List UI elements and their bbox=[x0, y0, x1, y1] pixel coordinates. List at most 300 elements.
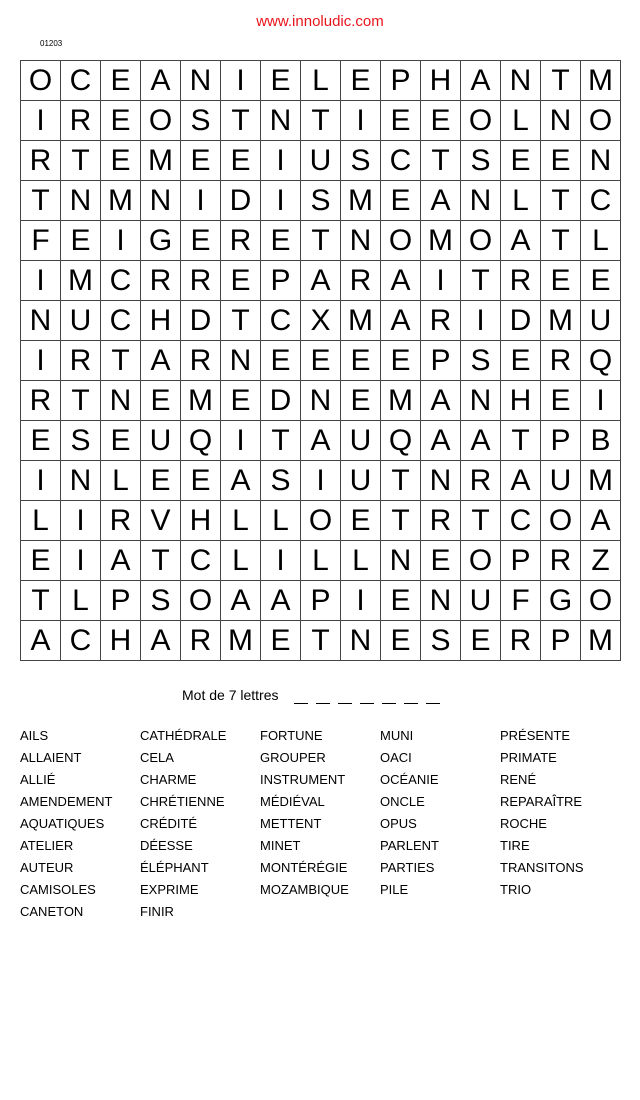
grid-cell[interactable]: L bbox=[341, 541, 381, 581]
letter-blank[interactable] bbox=[294, 703, 308, 704]
word-list-item: OCÉANIE bbox=[380, 772, 439, 787]
grid-cell[interactable]: U bbox=[341, 461, 381, 501]
grid-cell[interactable]: E bbox=[61, 221, 101, 261]
grid-cell[interactable]: R bbox=[181, 261, 221, 301]
grid-cell[interactable]: E bbox=[101, 141, 141, 181]
grid-cell[interactable]: E bbox=[341, 341, 381, 381]
grid-cell[interactable]: P bbox=[381, 61, 421, 101]
grid-cell[interactable]: R bbox=[541, 541, 581, 581]
letter-blank[interactable] bbox=[338, 703, 352, 704]
grid-cell[interactable]: O bbox=[21, 61, 61, 101]
grid-cell[interactable]: T bbox=[21, 581, 61, 621]
grid-cell[interactable]: N bbox=[221, 341, 261, 381]
grid-cell[interactable]: M bbox=[541, 301, 581, 341]
grid-cell[interactable]: Q bbox=[581, 341, 621, 381]
word-search-grid bbox=[20, 60, 621, 661]
grid-cell[interactable]: I bbox=[181, 181, 221, 221]
word-list-item: ÉLÉPHANT bbox=[140, 860, 209, 875]
word-list-item: PARLENT bbox=[380, 838, 439, 853]
grid-cell[interactable]: R bbox=[341, 261, 381, 301]
grid-row bbox=[21, 621, 621, 661]
word-list-item: MONTÉRÉGIE bbox=[260, 860, 348, 875]
grid-cell[interactable]: I bbox=[221, 421, 261, 461]
grid-cell[interactable]: O bbox=[181, 581, 221, 621]
grid-cell[interactable]: E bbox=[181, 141, 221, 181]
grid-cell[interactable]: N bbox=[461, 181, 501, 221]
grid-cell[interactable]: U bbox=[301, 141, 341, 181]
grid-cell[interactable]: M bbox=[101, 181, 141, 221]
grid-cell[interactable]: E bbox=[21, 421, 61, 461]
grid-cell[interactable]: I bbox=[261, 541, 301, 581]
letter-blank[interactable] bbox=[404, 703, 418, 704]
grid-cell[interactable]: C bbox=[61, 61, 101, 101]
grid-cell[interactable]: T bbox=[461, 501, 501, 541]
word-list bbox=[20, 727, 620, 927]
grid-cell[interactable]: R bbox=[181, 341, 221, 381]
grid-cell[interactable]: I bbox=[21, 461, 61, 501]
grid-cell[interactable]: E bbox=[341, 501, 381, 541]
grid-cell[interactable]: E bbox=[261, 341, 301, 381]
grid-cell[interactable]: I bbox=[101, 221, 141, 261]
grid-cell[interactable]: I bbox=[301, 461, 341, 501]
grid-cell[interactable]: N bbox=[461, 381, 501, 421]
grid-cell[interactable]: L bbox=[301, 541, 341, 581]
word-column bbox=[20, 727, 112, 925]
grid-cell[interactable]: L bbox=[101, 461, 141, 501]
grid-cell[interactable]: E bbox=[501, 141, 541, 181]
word-list-item: METTENT bbox=[260, 816, 322, 831]
grid-cell[interactable]: A bbox=[421, 421, 461, 461]
word-list-item: CATHÉDRALE bbox=[140, 728, 227, 743]
grid-row bbox=[21, 461, 621, 501]
grid-cell[interactable]: N bbox=[61, 181, 101, 221]
grid-cell[interactable]: T bbox=[301, 221, 341, 261]
grid-cell[interactable]: E bbox=[101, 421, 141, 461]
grid-cell[interactable]: T bbox=[301, 621, 341, 661]
word-column bbox=[260, 727, 349, 903]
grid-cell[interactable]: N bbox=[541, 101, 581, 141]
word-list-item: MUNI bbox=[380, 728, 414, 743]
grid-cell[interactable]: T bbox=[541, 181, 581, 221]
grid-cell[interactable]: S bbox=[421, 621, 461, 661]
grid-row bbox=[21, 101, 621, 141]
grid-cell[interactable]: E bbox=[501, 341, 541, 381]
word-list-item: EXPRIME bbox=[140, 882, 199, 897]
grid-cell[interactable]: I bbox=[21, 341, 61, 381]
grid-cell[interactable]: A bbox=[221, 461, 261, 501]
grid-cell[interactable]: R bbox=[101, 501, 141, 541]
grid-cell[interactable]: I bbox=[581, 381, 621, 421]
site-url-link[interactable]: www.innoludic.com bbox=[256, 13, 384, 30]
grid-cell[interactable]: L bbox=[501, 181, 541, 221]
grid-cell[interactable]: T bbox=[301, 101, 341, 141]
grid-cell[interactable]: E bbox=[101, 61, 141, 101]
grid-cell[interactable]: T bbox=[61, 381, 101, 421]
grid-cell[interactable]: A bbox=[21, 621, 61, 661]
grid-row bbox=[21, 221, 621, 261]
word-list-item: TRIO bbox=[500, 882, 532, 897]
grid-cell[interactable]: R bbox=[541, 341, 581, 381]
word-list-item: ROCHE bbox=[500, 816, 547, 831]
grid-cell[interactable]: C bbox=[501, 501, 541, 541]
grid-cell[interactable]: H bbox=[501, 381, 541, 421]
letter-blank[interactable] bbox=[360, 703, 374, 704]
grid-cell[interactable]: U bbox=[581, 301, 621, 341]
grid-cell[interactable]: R bbox=[21, 381, 61, 421]
grid-cell[interactable]: U bbox=[461, 581, 501, 621]
word-list-item: PARTIES bbox=[380, 860, 435, 875]
grid-cell[interactable]: I bbox=[461, 301, 501, 341]
grid-cell[interactable]: P bbox=[541, 621, 581, 661]
grid-cell[interactable]: E bbox=[541, 261, 581, 301]
grid-cell[interactable]: E bbox=[221, 141, 261, 181]
word-list-item: PRÉSENTE bbox=[500, 728, 571, 743]
grid-cell[interactable]: M bbox=[181, 381, 221, 421]
grid-cell[interactable]: L bbox=[581, 221, 621, 261]
grid-cell[interactable]: S bbox=[61, 421, 101, 461]
grid-cell[interactable]: S bbox=[261, 461, 301, 501]
grid-cell[interactable]: R bbox=[181, 621, 221, 661]
word-list-item: OPUS bbox=[380, 816, 417, 831]
grid-cell[interactable]: R bbox=[501, 621, 541, 661]
grid-cell[interactable]: I bbox=[261, 181, 301, 221]
grid-cell[interactable]: P bbox=[541, 421, 581, 461]
word-column bbox=[500, 727, 584, 903]
grid-cell[interactable]: R bbox=[501, 261, 541, 301]
word-list-item: MINET bbox=[260, 838, 301, 853]
word-list-item: CHRÉTIENNE bbox=[140, 794, 225, 809]
grid-cell[interactable]: E bbox=[301, 341, 341, 381]
grid-cell[interactable]: D bbox=[261, 381, 301, 421]
grid-cell[interactable]: P bbox=[261, 261, 301, 301]
grid-cell[interactable]: T bbox=[141, 541, 181, 581]
grid-cell[interactable]: U bbox=[61, 301, 101, 341]
grid-cell[interactable]: R bbox=[21, 141, 61, 181]
grid-cell[interactable]: L bbox=[61, 581, 101, 621]
word-list-item: AMENDEMENT bbox=[20, 794, 113, 809]
grid-cell[interactable]: A bbox=[421, 381, 461, 421]
puzzle-id: 01203 bbox=[40, 39, 63, 48]
grid-row bbox=[21, 541, 621, 581]
grid-cell[interactable]: E bbox=[341, 61, 381, 101]
word-list-item: AUTEUR bbox=[20, 860, 74, 875]
grid-cell[interactable]: E bbox=[21, 541, 61, 581]
grid-cell[interactable]: L bbox=[221, 541, 261, 581]
grid-cell[interactable]: E bbox=[221, 381, 261, 421]
word-list-item: GROUPER bbox=[260, 750, 326, 765]
word-list-item: PILE bbox=[380, 882, 409, 897]
grid-cell[interactable]: M bbox=[581, 621, 621, 661]
letter-blank[interactable] bbox=[382, 703, 396, 704]
grid-cell[interactable]: A bbox=[101, 541, 141, 581]
grid-cell[interactable]: D bbox=[221, 181, 261, 221]
grid-cell[interactable]: H bbox=[421, 61, 461, 101]
grid-cell[interactable]: R bbox=[221, 221, 261, 261]
grid-cell[interactable]: S bbox=[461, 341, 501, 381]
word-list-item: MÉDIÉVAL bbox=[260, 794, 325, 809]
grid-cell[interactable]: T bbox=[221, 101, 261, 141]
letter-blank[interactable] bbox=[316, 703, 330, 704]
grid-cell[interactable]: C bbox=[101, 301, 141, 341]
grid-cell[interactable]: A bbox=[501, 221, 541, 261]
grid-cell[interactable]: N bbox=[581, 141, 621, 181]
grid-cell[interactable]: E bbox=[141, 381, 181, 421]
word-list-item: INSTRUMENT bbox=[260, 772, 346, 787]
grid-cell[interactable]: C bbox=[381, 141, 421, 181]
grid-cell[interactable]: M bbox=[381, 381, 421, 421]
grid-cell[interactable]: I bbox=[21, 101, 61, 141]
letter-blank[interactable] bbox=[426, 703, 440, 704]
word-column bbox=[140, 727, 226, 925]
grid-cell[interactable]: O bbox=[381, 221, 421, 261]
grid-cell[interactable]: N bbox=[141, 181, 181, 221]
grid-cell[interactable]: O bbox=[581, 101, 621, 141]
grid-row bbox=[21, 141, 621, 181]
grid-cell[interactable]: L bbox=[261, 501, 301, 541]
grid-cell[interactable]: M bbox=[61, 261, 101, 301]
grid-cell[interactable]: T bbox=[421, 141, 461, 181]
grid-cell[interactable]: A bbox=[261, 581, 301, 621]
grid-cell[interactable]: E bbox=[341, 381, 381, 421]
grid-cell[interactable]: A bbox=[381, 301, 421, 341]
word-list-item: CRÉDITÉ bbox=[140, 816, 198, 831]
grid-cell[interactable]: T bbox=[101, 341, 141, 381]
grid-cell[interactable]: T bbox=[381, 461, 421, 501]
grid-cell[interactable]: A bbox=[301, 421, 341, 461]
grid-cell[interactable]: T bbox=[221, 301, 261, 341]
grid-cell[interactable]: A bbox=[141, 621, 181, 661]
grid-cell[interactable]: M bbox=[421, 221, 461, 261]
word-list-item: FINIR bbox=[140, 904, 174, 919]
grid-cell[interactable]: X bbox=[301, 301, 341, 341]
grid-row bbox=[21, 341, 621, 381]
grid-cell[interactable]: I bbox=[61, 541, 101, 581]
grid-cell[interactable]: A bbox=[221, 581, 261, 621]
word-list-item: ALLAIENT bbox=[20, 750, 82, 765]
grid-cell[interactable]: A bbox=[141, 61, 181, 101]
grid-cell[interactable]: C bbox=[181, 541, 221, 581]
grid-cell[interactable]: M bbox=[341, 301, 381, 341]
grid-cell[interactable]: M bbox=[581, 461, 621, 501]
grid-cell[interactable]: N bbox=[61, 461, 101, 501]
grid-cell[interactable]: A bbox=[461, 61, 501, 101]
grid-cell[interactable]: A bbox=[381, 261, 421, 301]
grid-cell[interactable]: E bbox=[381, 341, 421, 381]
grid-cell[interactable]: R bbox=[421, 301, 461, 341]
word-list-item: TIRE bbox=[500, 838, 530, 853]
grid-cell[interactable]: E bbox=[181, 221, 221, 261]
grid-cell[interactable]: T bbox=[541, 61, 581, 101]
word-list-item: CELA bbox=[140, 750, 174, 765]
grid-row bbox=[21, 381, 621, 421]
grid-cell[interactable]: Q bbox=[181, 421, 221, 461]
grid-cell[interactable]: L bbox=[301, 61, 341, 101]
grid-row bbox=[21, 261, 621, 301]
grid-cell[interactable]: F bbox=[21, 221, 61, 261]
grid-cell[interactable]: N bbox=[421, 581, 461, 621]
grid-cell[interactable]: Z bbox=[581, 541, 621, 581]
grid-cell[interactable]: I bbox=[61, 501, 101, 541]
grid-cell[interactable]: E bbox=[261, 61, 301, 101]
grid-cell[interactable]: S bbox=[301, 181, 341, 221]
grid-cell[interactable]: E bbox=[421, 101, 461, 141]
grid-cell[interactable]: H bbox=[141, 301, 181, 341]
grid-cell[interactable]: N bbox=[181, 61, 221, 101]
grid-cell[interactable]: N bbox=[21, 301, 61, 341]
grid-cell[interactable]: E bbox=[261, 621, 301, 661]
grid-cell[interactable]: E bbox=[381, 101, 421, 141]
grid-cell[interactable]: T bbox=[261, 421, 301, 461]
grid-cell[interactable]: C bbox=[61, 621, 101, 661]
grid-cell[interactable]: E bbox=[221, 261, 261, 301]
grid-cell[interactable]: N bbox=[501, 61, 541, 101]
grid-cell[interactable]: E bbox=[101, 101, 141, 141]
grid-row bbox=[21, 501, 621, 541]
word-list-item: AQUATIQUES bbox=[20, 816, 105, 831]
grid-cell[interactable]: A bbox=[581, 501, 621, 541]
grid-cell[interactable]: N bbox=[421, 461, 461, 501]
grid-cell[interactable]: I bbox=[421, 261, 461, 301]
grid-row bbox=[21, 61, 621, 101]
grid-cell[interactable]: E bbox=[141, 461, 181, 501]
grid-cell[interactable]: C bbox=[261, 301, 301, 341]
grid-cell[interactable]: P bbox=[421, 341, 461, 381]
grid-cell[interactable]: A bbox=[141, 341, 181, 381]
grid-cell[interactable]: M bbox=[341, 181, 381, 221]
grid-cell[interactable]: I bbox=[21, 261, 61, 301]
grid-cell[interactable]: N bbox=[101, 381, 141, 421]
grid-cell[interactable]: E bbox=[381, 581, 421, 621]
grid-cell[interactable]: O bbox=[461, 221, 501, 261]
grid-cell[interactable]: N bbox=[261, 101, 301, 141]
grid-row bbox=[21, 301, 621, 341]
word-list-item: CHARME bbox=[140, 772, 197, 787]
grid-cell[interactable]: Q bbox=[381, 421, 421, 461]
grid-cell[interactable]: L bbox=[21, 501, 61, 541]
grid-cell[interactable]: E bbox=[541, 141, 581, 181]
hidden-word-label: Mot de 7 lettres bbox=[182, 687, 279, 703]
grid-cell[interactable]: N bbox=[381, 541, 421, 581]
grid-cell[interactable]: D bbox=[181, 301, 221, 341]
grid-cell[interactable]: U bbox=[541, 461, 581, 501]
grid-cell[interactable]: R bbox=[141, 261, 181, 301]
grid-cell[interactable]: U bbox=[341, 421, 381, 461]
word-list-item: PRIMATE bbox=[500, 750, 557, 765]
grid-cell[interactable]: E bbox=[581, 261, 621, 301]
grid-cell[interactable]: H bbox=[101, 621, 141, 661]
grid-cell[interactable]: U bbox=[141, 421, 181, 461]
grid-cell[interactable]: I bbox=[341, 101, 381, 141]
grid-cell[interactable]: M bbox=[581, 61, 621, 101]
grid-cell[interactable]: T bbox=[501, 421, 541, 461]
grid-cell[interactable]: O bbox=[581, 581, 621, 621]
grid-cell[interactable]: A bbox=[301, 261, 341, 301]
grid-cell[interactable]: E bbox=[421, 541, 461, 581]
grid-cell[interactable]: E bbox=[461, 621, 501, 661]
grid-cell[interactable]: A bbox=[501, 461, 541, 501]
grid-row bbox=[21, 581, 621, 621]
word-list-item: REPARAÎTRE bbox=[500, 794, 583, 809]
word-list-item: AILS bbox=[20, 728, 49, 743]
grid-cell[interactable]: D bbox=[501, 301, 541, 341]
hidden-word-section bbox=[0, 687, 640, 707]
grid-cell[interactable]: S bbox=[181, 101, 221, 141]
grid-cell[interactable]: P bbox=[301, 581, 341, 621]
grid-cell[interactable]: L bbox=[221, 501, 261, 541]
grid-cell[interactable]: S bbox=[141, 581, 181, 621]
word-list-item: MOZAMBIQUE bbox=[260, 882, 349, 897]
grid-cell[interactable]: T bbox=[381, 501, 421, 541]
grid-row bbox=[21, 181, 621, 221]
grid-cell[interactable]: R bbox=[461, 461, 501, 501]
grid-cell[interactable]: C bbox=[581, 181, 621, 221]
grid-cell[interactable]: O bbox=[461, 541, 501, 581]
grid-cell[interactable]: A bbox=[461, 421, 501, 461]
grid-cell[interactable]: T bbox=[541, 221, 581, 261]
grid-cell[interactable]: L bbox=[501, 101, 541, 141]
grid-cell[interactable]: T bbox=[61, 141, 101, 181]
grid-cell[interactable]: V bbox=[141, 501, 181, 541]
grid-cell[interactable]: E bbox=[261, 221, 301, 261]
grid-cell[interactable]: E bbox=[181, 461, 221, 501]
grid-cell[interactable]: E bbox=[541, 381, 581, 421]
grid-cell[interactable]: M bbox=[141, 141, 181, 181]
grid-cell[interactable]: R bbox=[61, 341, 101, 381]
grid-cell[interactable]: O bbox=[301, 501, 341, 541]
grid-cell[interactable]: O bbox=[461, 101, 501, 141]
grid-cell[interactable]: O bbox=[141, 101, 181, 141]
grid-cell[interactable]: I bbox=[221, 61, 261, 101]
grid-cell[interactable]: N bbox=[301, 381, 341, 421]
grid-cell[interactable]: E bbox=[381, 621, 421, 661]
grid-cell[interactable]: I bbox=[341, 581, 381, 621]
grid-row bbox=[21, 421, 621, 461]
grid-cell[interactable]: I bbox=[261, 141, 301, 181]
word-list-item: RENÉ bbox=[500, 772, 537, 787]
word-list-item: DÉESSE bbox=[140, 838, 193, 853]
grid-cell[interactable]: O bbox=[541, 501, 581, 541]
grid-cell[interactable]: E bbox=[381, 181, 421, 221]
grid-cell[interactable]: N bbox=[341, 621, 381, 661]
grid-cell[interactable]: C bbox=[101, 261, 141, 301]
word-list-item: OACI bbox=[380, 750, 412, 765]
grid-cell[interactable]: R bbox=[61, 101, 101, 141]
word-list-item: ONCLE bbox=[380, 794, 425, 809]
word-list-item: ALLIÉ bbox=[20, 772, 56, 787]
word-list-item: ATELIER bbox=[20, 838, 74, 853]
grid-cell[interactable]: N bbox=[341, 221, 381, 261]
grid-cell[interactable]: F bbox=[501, 581, 541, 621]
grid-cell[interactable]: G bbox=[141, 221, 181, 261]
grid-cell[interactable]: M bbox=[221, 621, 261, 661]
grid-cell[interactable]: P bbox=[501, 541, 541, 581]
grid-cell[interactable]: T bbox=[461, 261, 501, 301]
grid-cell[interactable]: H bbox=[181, 501, 221, 541]
grid-cell[interactable]: B bbox=[581, 421, 621, 461]
word-list-item: CANETON bbox=[20, 904, 84, 919]
word-list-item: FORTUNE bbox=[260, 728, 323, 743]
grid-cell[interactable]: A bbox=[421, 181, 461, 221]
word-column bbox=[380, 727, 439, 903]
grid-cell[interactable]: S bbox=[341, 141, 381, 181]
word-list-item: TRANSITONS bbox=[500, 860, 584, 875]
grid-cell[interactable]: P bbox=[101, 581, 141, 621]
grid-cell[interactable]: S bbox=[461, 141, 501, 181]
grid-cell[interactable]: T bbox=[21, 181, 61, 221]
grid-cell[interactable]: R bbox=[421, 501, 461, 541]
word-list-item: CAMISOLES bbox=[20, 882, 96, 897]
grid-cell[interactable]: G bbox=[541, 581, 581, 621]
